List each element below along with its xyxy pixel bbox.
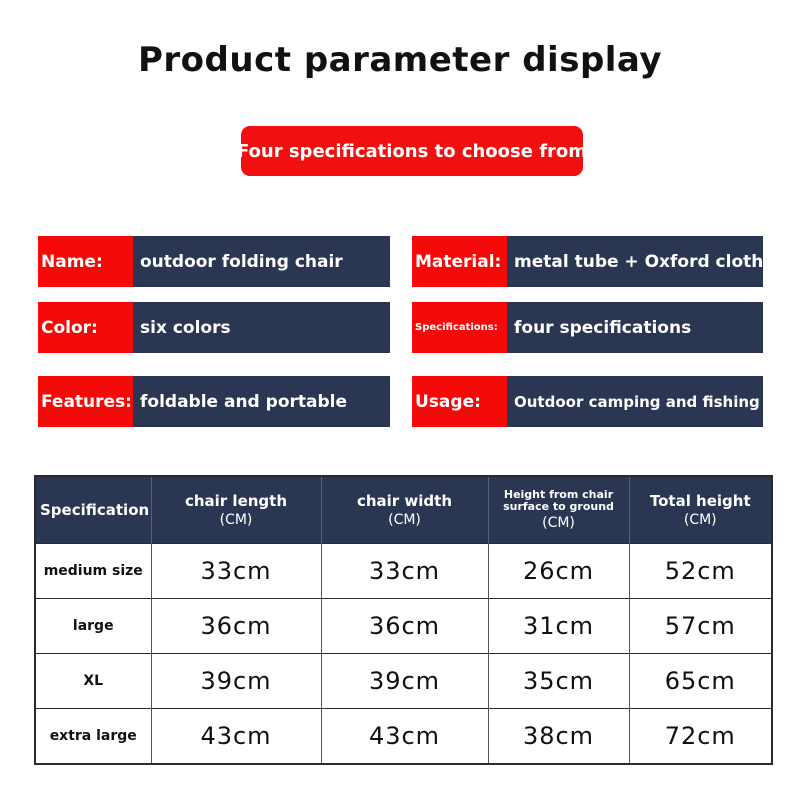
column-header-seat-height: Height from chair surface to ground (CM) xyxy=(488,476,629,544)
table-cell: 39cm xyxy=(321,654,488,709)
row-size-label: medium size xyxy=(35,544,151,599)
table-cell: 72cm xyxy=(629,709,772,765)
row-size-label: extra large xyxy=(35,709,151,765)
spec-material xyxy=(412,236,763,287)
row-size-label: large xyxy=(35,599,151,654)
spec-label: Material: xyxy=(412,236,507,287)
spec-name xyxy=(38,236,390,287)
column-header-length: chair length (CM) xyxy=(151,476,321,544)
table-cell: 26cm xyxy=(488,544,629,599)
spec-color xyxy=(38,302,390,353)
table-cell: 39cm xyxy=(151,654,321,709)
spec-label: Color: xyxy=(38,302,133,353)
spec-value: four specifications xyxy=(507,302,763,353)
table-header-row xyxy=(35,476,772,544)
spec-specifications xyxy=(412,302,763,353)
spec-usage xyxy=(412,376,763,427)
table-cell: 52cm xyxy=(629,544,772,599)
table-cell: 33cm xyxy=(151,544,321,599)
spec-value: Outdoor camping and fishing xyxy=(507,376,763,427)
row-size-label: XL xyxy=(35,654,151,709)
spec-label: Usage: xyxy=(412,376,507,427)
spec-label: Specifications: xyxy=(412,302,507,353)
specifications-banner: Four specifications to choose from xyxy=(241,126,583,176)
table-cell: 36cm xyxy=(321,599,488,654)
column-header-specification: Specification xyxy=(35,476,151,544)
table-cell: 33cm xyxy=(321,544,488,599)
table-cell: 43cm xyxy=(151,709,321,765)
table-cell: 65cm xyxy=(629,654,772,709)
table-cell: 57cm xyxy=(629,599,772,654)
table-row xyxy=(35,544,772,599)
page-title: Product parameter display xyxy=(137,40,662,80)
spec-value: outdoor folding chair xyxy=(133,236,390,287)
spec-value: foldable and portable xyxy=(133,376,390,427)
spec-label: Features: xyxy=(38,376,133,427)
table-row xyxy=(35,599,772,654)
spec-value: six colors xyxy=(133,302,390,353)
spec-value: metal tube + Oxford cloth xyxy=(507,236,763,287)
spec-features xyxy=(38,376,390,427)
table-cell: 35cm xyxy=(488,654,629,709)
table-cell: 38cm xyxy=(488,709,629,765)
spec-label: Name: xyxy=(38,236,133,287)
column-header-total-height: Total height (CM) xyxy=(629,476,772,544)
table-cell: 43cm xyxy=(321,709,488,765)
table-row xyxy=(35,709,772,765)
table-cell: 31cm xyxy=(488,599,629,654)
size-table xyxy=(34,475,773,765)
table-cell: 36cm xyxy=(151,599,321,654)
column-header-width: chair width (CM) xyxy=(321,476,488,544)
table-row xyxy=(35,654,772,709)
